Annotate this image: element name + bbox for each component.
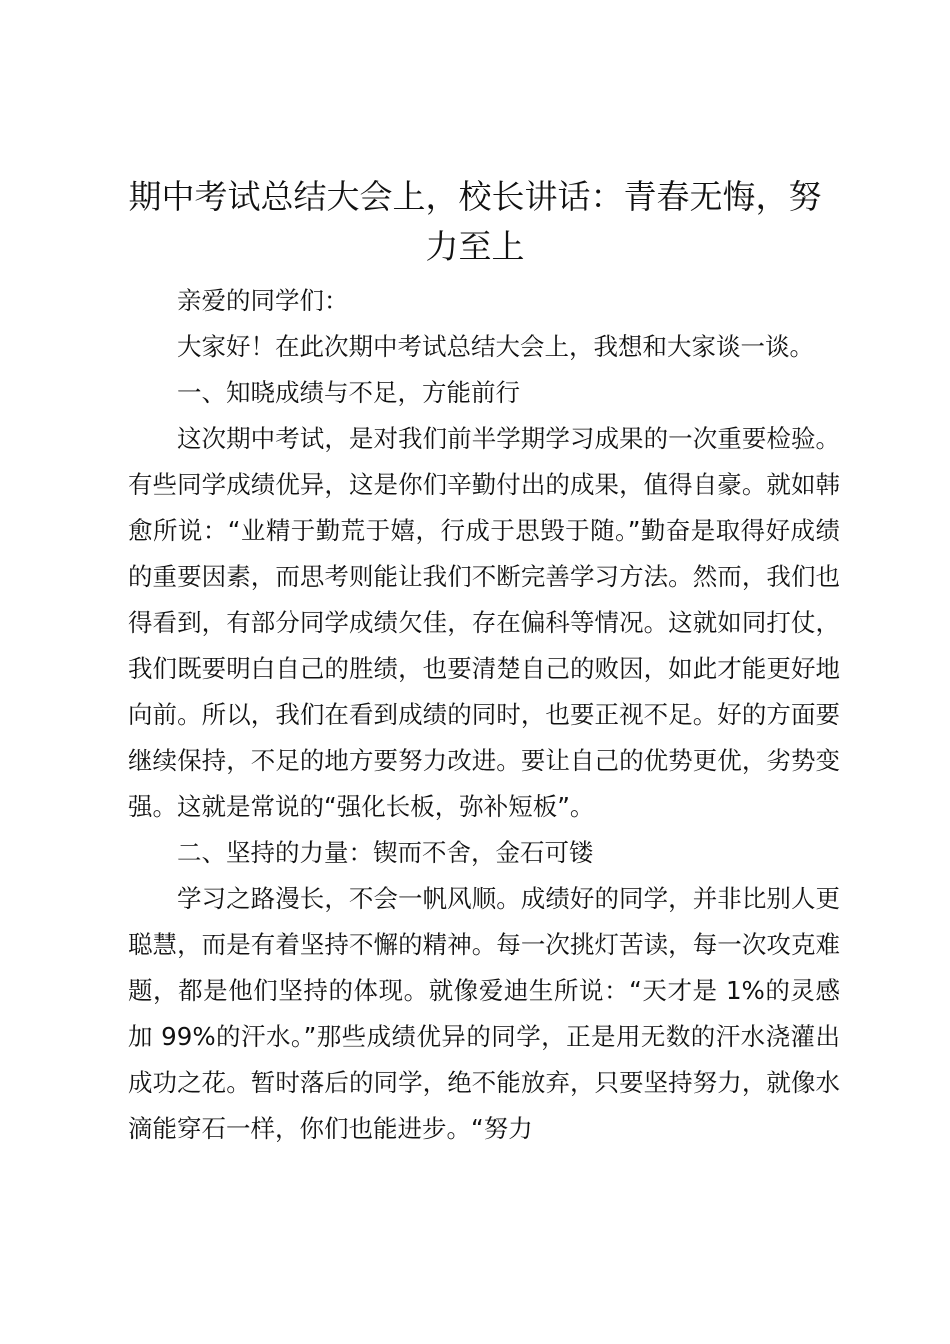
body-paragraph-1: 这次期中考试，是对我们前半学期学习成果的一次重要检验。有些同学成绩优异，这是你们辛勤付出的成果，值得自豪。就如韩愈所说：“业精于勤荒于嬉，行成于思毁于随。”勤奋是取得好成绩的重要因素，而思考则能让我们不断完善学习方法。然而，我们也得看到，有部分同学成绩欠佳，存在偏科等情况。这就如同打仗，我们既要明白自己的胜绩，也要清楚自己的败因，如此才能更好地向前。所以，我们在看到成绩的同时，也要正视不足。好的方面要继续保持，不足的地方要努力改进。要让自己的优势更优，劣势变强。这就是常说的“强化长板，弥补短板”。	[128, 424, 840, 821]
document-body	[128, 278, 840, 1152]
document-title: 期中考试总结大会上，校长讲话：青春无悔，努力至上	[128, 177, 822, 266]
salutation: 亲爱的同学们：	[177, 286, 349, 315]
section-heading-1: 一、知晓成绩与不足，方能前行	[177, 378, 520, 407]
section-heading-2: 二、坚持的力量：锲而不舍，金石可镂	[177, 838, 594, 867]
body-paragraph-2: 学习之路漫长，不会一帆风顺。成绩好的同学，并非比别人更聪慧，而是有着坚持不懈的精神。每一次挑灯苦读，每一次攻克难题，都是他们坚持的体现。就像爱迪生所说：“天才是 1%的灵感加 99%的汗水。”那些成绩优异的同学，正是用无数的汗水浇灌出成功之花。暂时落后的同学，绝不能放弃，只要坚持努力，就像水滴能穿石一样，你们也能进步。“努力	[128, 884, 840, 1143]
greeting-paragraph: 大家好！在此次期中考试总结大会上，我想和大家谈一谈。	[177, 332, 814, 361]
